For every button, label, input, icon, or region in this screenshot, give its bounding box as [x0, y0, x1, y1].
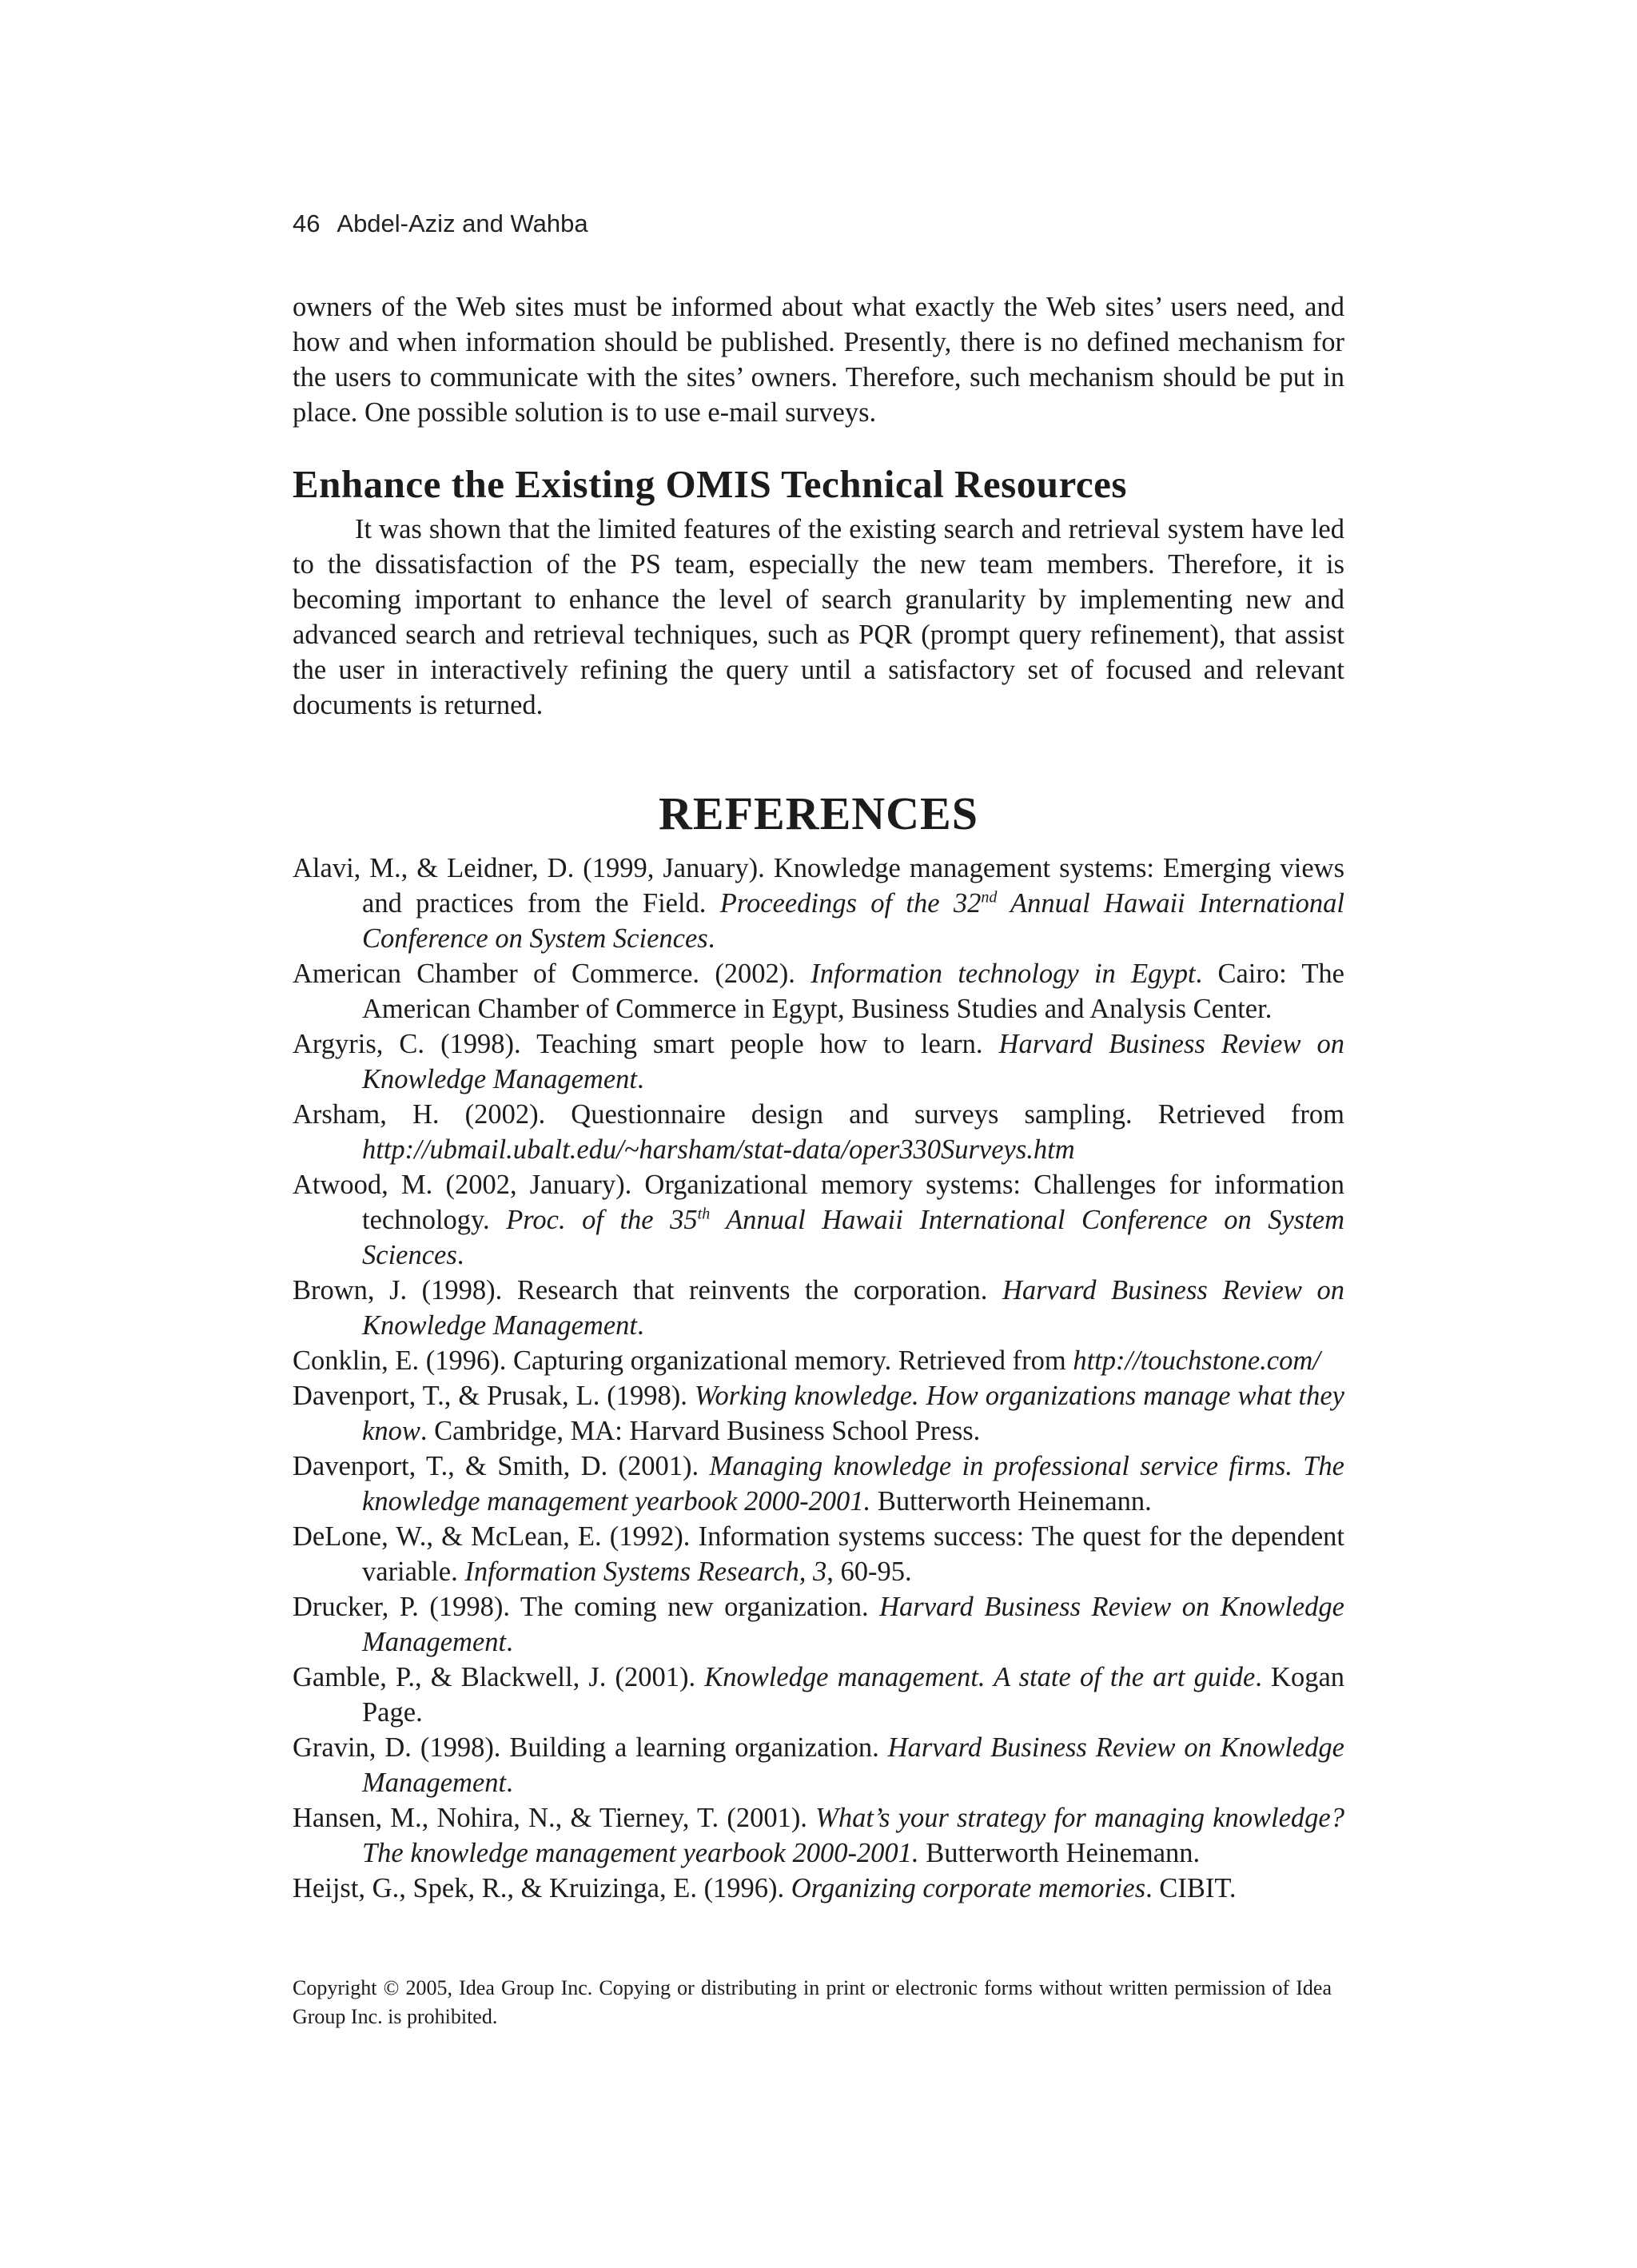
section-paragraph: It was shown that the limited features of the existing search and retrieval system have led to the dissatisfaction of the PS team, especially the new team members. Therefore, it is becoming important to enhance the level of search granularity by implementing new and advanced search and retrieval techniques, such as PQR (prompt query refinement), that assist the user in interactively refining the query until a satisfactory set of focused and relevant documents is returned.: [293, 514, 1344, 720]
reference-text: Atwood, M. (2002, January). Organizational memory systems: Challenges for information technology.: [293, 1170, 1344, 1235]
reference-text: Davenport, T., & Prusak, L. (1998).: [293, 1381, 695, 1411]
reference-entry: [293, 1589, 1344, 1660]
reference-superscript: th: [697, 1205, 711, 1223]
reference-entry: [293, 1097, 1344, 1167]
reference-entry: [293, 851, 1344, 956]
reference-entry: [293, 1730, 1344, 1800]
running-header: [293, 209, 588, 238]
reference-source: Knowledge management. A state of the art guide: [704, 1662, 1256, 1692]
reference-source-cont: Annual Hawaii International Conference on System Sciences: [362, 888, 1345, 954]
reference-source: Organizing corporate memories: [791, 1873, 1146, 1903]
reference-source: Information Systems Research, 3: [464, 1557, 827, 1587]
reference-source: Harvard Business Review on Knowledge Management: [362, 1592, 1344, 1657]
header-authors: Abdel-Aziz and Wahba: [337, 209, 588, 237]
reference-source-cont: Annual Hawaii International Conference on System Sciences: [362, 1205, 1345, 1270]
section-heading: Enhance the Existing OMIS Technical Resources: [293, 462, 1127, 506]
reference-superscript: nd: [981, 888, 998, 907]
reference-text-end: .: [456, 1240, 464, 1270]
reference-text: Arsham, H. (2002). Questionnaire design and surveys sampling. Retrieved from: [293, 1099, 1344, 1130]
reference-text: Gravin, D. (1998). Building a learning organization.: [293, 1732, 888, 1763]
copyright-notice: Copyright © 2005, Idea Group Inc. Copying or distributing in print or electronic forms without written permission of Idea Group Inc. is prohibited.: [293, 1976, 1332, 2028]
reference-text-end: .: [636, 1310, 644, 1341]
reference-entry: [293, 1273, 1344, 1343]
reference-source: http://ubmail.ubalt.edu/~harsham/stat-data/oper330Surveys.htm: [362, 1134, 1075, 1165]
reference-entry: [293, 1660, 1344, 1730]
reference-text-end: Butterworth Heinemann.: [918, 1838, 1201, 1868]
reference-entry: [293, 1449, 1344, 1519]
reference-source: What’s your strategy for managing knowledge? The knowledge management yearbook 2000-2001.: [362, 1803, 1344, 1868]
reference-text: American Chamber of Commerce. (2002).: [293, 959, 811, 989]
reference-text: Heijst, G., Spek, R., & Kruizinga, E. (1996).: [293, 1873, 791, 1903]
reference-text-end: , 60-95.: [826, 1557, 912, 1587]
reference-text: Hansen, M., Nohira, N., & Tierney, T. (2001).: [293, 1803, 816, 1833]
intro-paragraph: owners of the Web sites must be informed about what exactly the Web sites’ users need, and how and when information should be published. Presently, there is no defined mechanism for the users to communicate with the sites’ owners. Therefore, such mechanism should be put in place. One possible solution is to use e-mail surveys.: [293, 292, 1344, 428]
reference-text: Davenport, T., & Smith, D. (2001).: [293, 1451, 710, 1481]
reference-source: Harvard Business Review on Knowledge Management: [362, 1732, 1344, 1798]
page-number: 46: [293, 209, 321, 237]
reference-source: Information technology in Egypt: [811, 959, 1196, 989]
reference-text-end: .: [506, 1768, 513, 1798]
reference-entry: [293, 1519, 1344, 1589]
reference-text-end: . Cambridge, MA: Harvard Business School Press.: [420, 1416, 981, 1446]
reference-source: Proc. of the 35: [506, 1205, 698, 1235]
reference-text-end: .: [506, 1627, 513, 1657]
reference-entry: [293, 1026, 1344, 1097]
reference-text: DeLone, W., & McLean, E. (1992). Information systems success: The quest for the dependent variable.: [293, 1521, 1344, 1587]
reference-text: Alavi, M., & Leidner, D. (1999, January). Knowledge management systems: Emerging views and practices from the Field.: [293, 853, 1344, 919]
reference-source: Proceedings of the 32: [719, 888, 982, 919]
reference-source: Working knowledge. How organizations manage what they know: [362, 1381, 1344, 1446]
reference-source: Managing knowledge in professional service firms. The knowledge management yearbook 2000-2001.: [362, 1451, 1344, 1517]
reference-text: Conklin, E. (1996). Capturing organizational memory. Retrieved from: [293, 1345, 1073, 1376]
reference-list: [293, 851, 1344, 1906]
reference-entry: [293, 956, 1344, 1026]
reference-text-end: . Cairo: The American Chamber of Commerce in Egypt, Business Studies and Analysis Center.: [362, 959, 1344, 1024]
reference-entry: [293, 1871, 1344, 1906]
reference-text-end: Butterworth Heinemann.: [870, 1486, 1152, 1517]
reference-source: Harvard Business Review on Knowledge Management: [362, 1275, 1344, 1341]
reference-entry: [293, 1800, 1344, 1871]
reference-text: Brown, J. (1998). Research that reinvents the corporation.: [293, 1275, 1002, 1305]
reference-text: Argyris, C. (1998). Teaching smart people how to learn.: [293, 1029, 999, 1059]
reference-entry: [293, 1378, 1344, 1449]
references-heading: REFERENCES: [659, 787, 978, 839]
reference-text-end: . CIBIT.: [1145, 1873, 1237, 1903]
reference-entry: [293, 1167, 1344, 1273]
reference-text: Drucker, P. (1998). The coming new organization.: [293, 1592, 880, 1622]
reference-text-end: .: [707, 923, 715, 954]
reference-entry: [293, 1343, 1344, 1378]
reference-source: http://touchstone.com/: [1073, 1345, 1320, 1376]
reference-source: Harvard Business Review on Knowledge Management: [362, 1029, 1344, 1094]
reference-text-end: . Kogan Page.: [362, 1662, 1345, 1728]
reference-text-end: .: [636, 1064, 644, 1094]
reference-text: Gamble, P., & Blackwell, J. (2001).: [293, 1662, 705, 1692]
